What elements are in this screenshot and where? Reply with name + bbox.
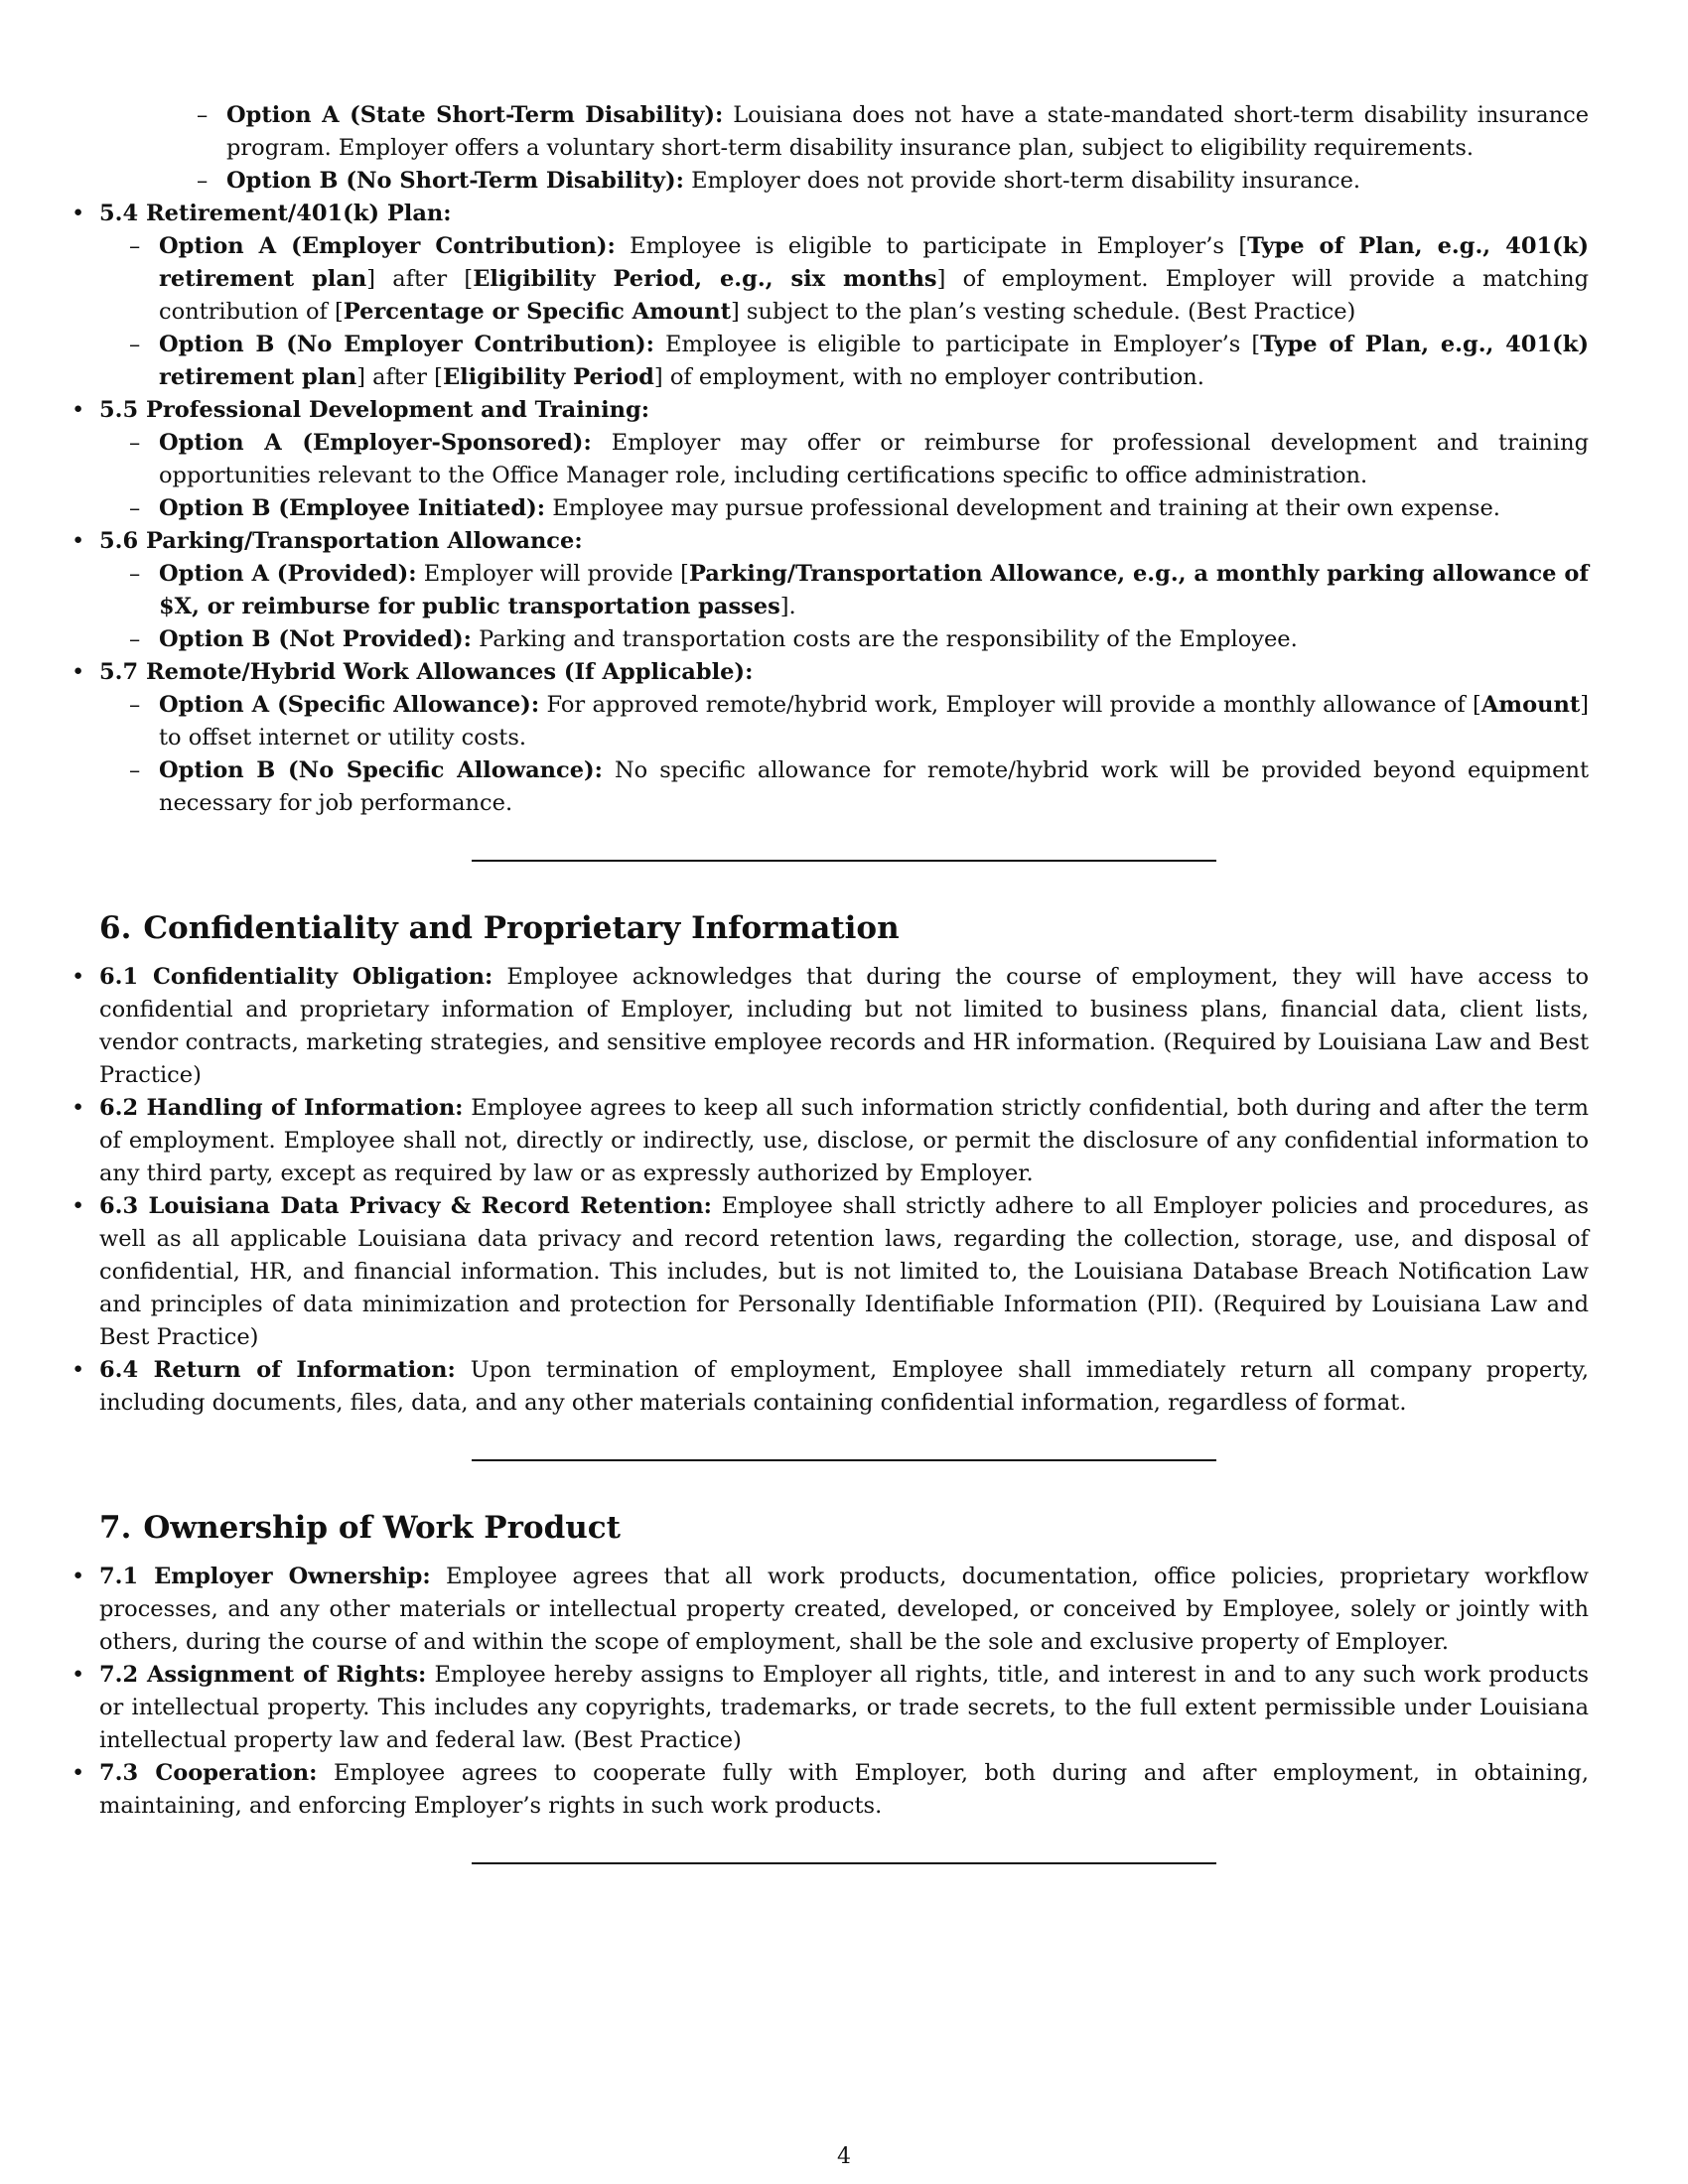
bullet-marker: •: [71, 397, 85, 423]
dash-marker: –: [129, 561, 141, 587]
option-label: Option A (Provided):: [159, 561, 417, 587]
option-label: Option B (Employee Initiated):: [159, 495, 546, 521]
remote-options: [32, 689, 1589, 820]
option-item: [99, 165, 1589, 198]
item-label: 6.3 Louisiana Data Privacy & Record Retention:: [99, 1193, 712, 1219]
option-label: Option A (Employer-Sponsored):: [159, 430, 592, 456]
list-item: [32, 961, 1589, 1092]
section-number: 7.: [99, 1510, 132, 1546]
option-text: ] subject to the plan’s vesting schedule. (Best Practice): [731, 299, 1356, 325]
option-text: Parking and transportation costs are the responsibility of the Employee.: [479, 626, 1298, 652]
document-page: [71, 99, 1590, 1864]
section-6-items: [32, 961, 1589, 1420]
option-item: [32, 689, 1589, 754]
section-heading-6: [99, 908, 1589, 948]
option-label: Option A (Employer Contribution):: [159, 233, 616, 259]
option-text: For approved remote/hybrid work, Employer will provide a monthly allowance of [: [546, 692, 1481, 718]
option-item: [32, 558, 1589, 623]
option-text: ].: [779, 594, 796, 619]
option-label: Option B (Not Provided):: [159, 626, 472, 652]
section-5-items: [32, 198, 1589, 820]
list-item: [32, 1659, 1589, 1757]
section-heading-7: [99, 1508, 1589, 1548]
horizontal-rule: [472, 1862, 1216, 1864]
option-text: ] to offset internet or utility costs.: [159, 692, 1589, 751]
item-label: 6.2 Handling of Information:: [99, 1095, 464, 1121]
item-title: 5.7 Remote/Hybrid Work Allowances (If Applicable):: [99, 659, 754, 685]
item-label: 7.2 Assignment of Rights:: [99, 1662, 427, 1688]
item-label: 6.1 Confidentiality Obligation:: [99, 964, 493, 990]
option-label: Option B (No Short-Term Disability):: [226, 168, 684, 194]
section-title: Confidentiality and Proprietary Information: [143, 910, 900, 946]
bullet-marker: •: [71, 1357, 85, 1383]
placeholder-text: Type of Plan, e.g., 401(k) retirement plan: [159, 332, 1589, 390]
item-text: Employee hereby assigns to Employer all rights, title, and interest in and to any such work products or intellectual property. This includes any copyrights, trademarks, or trade secrets, to the full extent permissible under Louisiana intellectual property law and federal law. (Best Practice): [99, 1662, 1589, 1753]
option-item: [99, 99, 1589, 165]
item-title: 5.6 Parking/Transportation Allowance:: [99, 528, 583, 554]
bullet-marker: •: [71, 659, 85, 685]
dash-marker: –: [129, 495, 141, 521]
option-text: ] of employment, with no employer contribution.: [653, 364, 1204, 390]
dash-marker: –: [197, 102, 209, 128]
list-item-5-6: [32, 525, 1589, 656]
item-text: Employee shall strictly adhere to all Employer policies and procedures, as well as all applicable Louisiana data privacy and record retention laws, regarding the collection, storage, use, and disposal of confidential, HR, and financial information. This includes, but is not limited to, the Louisiana Database Breach Notification Law and principles of data minimization and protection for Personally Identifiable Information (PII). (Required by Louisiana Law and Best Practice): [99, 1193, 1589, 1350]
item-title: 5.5 Professional Development and Training:: [99, 397, 650, 423]
bullet-marker: •: [71, 1662, 85, 1688]
list-item-5-4: [32, 198, 1589, 394]
option-text: ] of employment. Employer will provide a matching contribution of [: [159, 266, 1589, 325]
list-item: [32, 1757, 1589, 1823]
item-label: 7.1 Employer Ownership:: [99, 1564, 431, 1589]
option-text: Louisiana does not have a state-mandated short-term disability insurance program. Employer offers a voluntary short-term disability insurance plan, subject to eligibility requirements.: [226, 102, 1590, 161]
bullet-marker: •: [71, 1760, 85, 1786]
placeholder-text: Parking/Transportation Allowance, e.g., a monthly parking allowance of $X, or reimburse for public transportation passes: [159, 561, 1590, 619]
list-item: [32, 1354, 1589, 1420]
page-number: 4: [837, 2144, 851, 2169]
item-text: Employee agrees to keep all such information strictly confidential, both during and after the term of employment. Employee shall not, directly or indirectly, use, disclose, or permit the disclosure of any confidential information to any third party, except as required by law or as expressly authorized by Employer.: [99, 1095, 1589, 1186]
option-label: Option A (Specific Allowance):: [159, 692, 540, 718]
dash-marker: –: [129, 233, 141, 259]
option-text: No specific allowance for remote/hybrid work will be provided beyond equipment necessary for job performance.: [159, 757, 1590, 816]
item-label: 7.3 Cooperation:: [99, 1760, 318, 1786]
option-text: ] after [: [356, 364, 443, 390]
item-text: Upon termination of employment, Employee shall immediately return all company property, including documents, files, data, and any other materials containing confidential information, regardless of format.: [99, 1357, 1589, 1416]
option-label: Option B (No Specific Allowance):: [159, 757, 603, 783]
horizontal-rule: [472, 860, 1216, 862]
placeholder-text: Type of Plan, e.g., 401(k) retirement plan: [159, 233, 1590, 292]
option-item: [32, 492, 1589, 525]
list-item: [32, 1092, 1589, 1190]
item-text: Employee agrees to cooperate fully with Employer, both during and after employment, in obtaining, maintaining, and enforcing Employer’s rights in such work products.: [99, 1760, 1590, 1819]
option-text: ] after [: [366, 266, 474, 292]
item-text: Employee agrees that all work products, documentation, office policies, proprietary workflow processes, and any other materials or intellectual property created, developed, or conceived by Employee, solely or jointly with others, during the course of and within the scope of employment, shall be the sole and exclusive property of Employer.: [99, 1564, 1589, 1655]
bullet-marker: •: [71, 528, 85, 554]
disability-options: [99, 99, 1589, 198]
horizontal-rule: [472, 1459, 1216, 1461]
bullet-marker: •: [71, 1564, 85, 1589]
dash-marker: –: [129, 332, 141, 357]
bullet-marker: •: [71, 964, 85, 990]
option-item: [32, 329, 1589, 394]
profdev-options: [32, 427, 1589, 525]
option-item: [32, 623, 1589, 656]
option-item: [32, 230, 1589, 329]
bullet-marker: •: [71, 201, 85, 226]
bullet-marker: •: [71, 1095, 85, 1121]
parking-options: [32, 558, 1589, 656]
dash-marker: –: [129, 757, 141, 783]
option-text: Employer may offer or reimburse for professional development and training opportunities relevant to the Office Manager role, including certifications specific to office administration.: [159, 430, 1590, 488]
placeholder-text: Eligibility Period, e.g., six months: [473, 266, 937, 292]
retirement-options: [32, 230, 1589, 394]
option-item: [32, 754, 1589, 820]
list-item-5-7: [32, 656, 1589, 820]
option-label: Option A (State Short-Term Disability):: [226, 102, 724, 128]
dash-marker: –: [129, 430, 141, 456]
list-item: [32, 1190, 1589, 1354]
option-text: Employee is eligible to participate in Employer’s [: [630, 233, 1248, 259]
placeholder-text: Percentage or Specific Amount: [343, 299, 731, 325]
dash-marker: –: [129, 626, 141, 652]
placeholder-text: Eligibility Period: [442, 364, 654, 390]
item-title: 5.4 Retirement/401(k) Plan:: [99, 201, 452, 226]
option-item: [32, 427, 1589, 492]
section-title: Ownership of Work Product: [143, 1510, 621, 1546]
item-text: Employee acknowledges that during the course of employment, they will have access to confidential and proprietary information of Employer, including but not limited to business plans, financial data, client lists, vendor contracts, marketing strategies, and sensitive employee records and HR information. (Required by Louisiana Law and Best Practice): [99, 964, 1590, 1088]
bullet-marker: •: [71, 1193, 85, 1219]
option-text: Employer will provide [: [423, 561, 689, 587]
list-item: [32, 1561, 1589, 1659]
option-label: Option B (No Employer Contribution):: [159, 332, 654, 357]
option-text: Employer does not provide short-term disability insurance.: [691, 168, 1361, 194]
option-text: Employee is eligible to participate in Employer’s [: [665, 332, 1261, 357]
item-label: 6.4 Return of Information:: [99, 1357, 456, 1383]
section-7-items: [32, 1561, 1589, 1823]
list-item-5-5: [32, 394, 1589, 525]
section-number: 6.: [99, 910, 132, 946]
option-text: Employee may pursue professional development and training at their own expense.: [552, 495, 1500, 521]
placeholder-text: Amount: [1480, 692, 1581, 718]
dash-marker: –: [129, 692, 141, 718]
dash-marker: –: [197, 168, 209, 194]
